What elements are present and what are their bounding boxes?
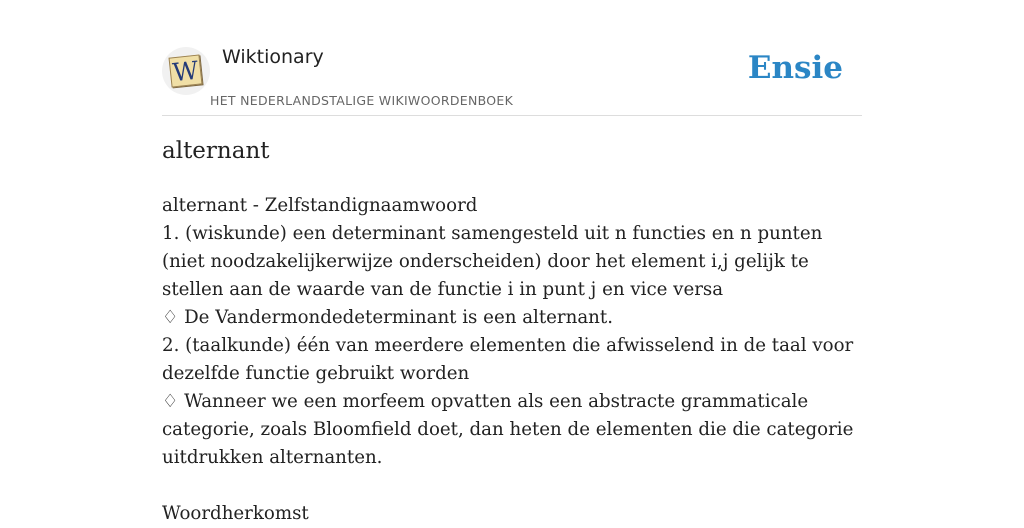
ensie-brand-link[interactable]: Ensie bbox=[747, 50, 843, 86]
part-of-speech-line: alternant - Zelfstandignaamwoord bbox=[162, 195, 478, 216]
paragraph-spacer bbox=[162, 472, 862, 500]
wiktionary-logo[interactable] bbox=[162, 47, 210, 95]
page-title: alternant bbox=[162, 138, 270, 164]
definition-1: 1. (wiskunde) een determinant samengesteld uit n functies en n punten (niet noodzakelijkerwijze onderscheiden) door het element i,j gelijk te stellen aan de waarde van de functie i in punt j en vice versa bbox=[162, 223, 823, 300]
entry-content bbox=[162, 192, 862, 528]
page bbox=[162, 0, 862, 524]
example-1: ♢ De Vandermondedeterminant is een alternant. bbox=[162, 307, 613, 328]
example-2: ♢ Wanneer we een morfeem opvatten als een abstracte grammaticale categorie, zoals Bloomfield doet, dan heten de elementen die die categorie uitdrukken alternanten. bbox=[162, 391, 854, 468]
wiktionary-logo-icon: W bbox=[169, 54, 203, 87]
site-tagline: HET NEDERLANDSTALIGE WIKIWOORDENBOEK bbox=[210, 93, 514, 108]
definition-2: 2. (taalkunde) één van meerdere elementen die afwisselend in de taal voor dezelfde functie gebruikt worden bbox=[162, 335, 854, 384]
site-header bbox=[162, 0, 862, 116]
site-name[interactable]: Wiktionary bbox=[222, 46, 324, 68]
etymology-heading: Woordherkomst bbox=[162, 503, 309, 524]
